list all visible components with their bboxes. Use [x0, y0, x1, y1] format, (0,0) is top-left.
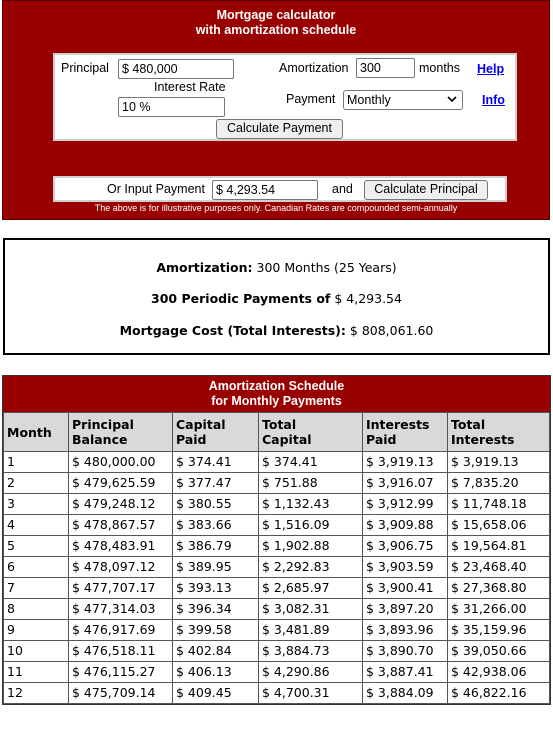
table-row — [4, 557, 550, 578]
calculator-title-line1: Mortgage calculator — [216, 8, 336, 22]
cell-total-interests: $ 39,050.66 — [448, 641, 550, 662]
payment-frequency-value: Monthly — [347, 93, 391, 107]
table-row — [4, 494, 550, 515]
cell-capital-paid: $ 399.58 — [173, 620, 259, 641]
cell-principal-balance: $ 475,709.14 — [69, 683, 173, 704]
cell-total-interests: $ 31,266.00 — [448, 599, 550, 620]
schedule-table — [3, 412, 550, 704]
cell-principal-balance: $ 478,867.57 — [69, 515, 173, 536]
header-principal-balance: Principal Balance — [69, 413, 173, 452]
result-amortization-value: 300 Months (25 Years) — [256, 260, 397, 275]
cell-interests-paid: $ 3,909.88 — [363, 515, 448, 536]
cell-capital-paid: $ 396.34 — [173, 599, 259, 620]
cell-month: 9 — [4, 620, 69, 641]
cell-total-interests: $ 46,822.16 — [448, 683, 550, 704]
cell-total-interests: $ 23,468.40 — [448, 557, 550, 578]
cell-principal-balance: $ 479,248.12 — [69, 494, 173, 515]
calculate-payment-button[interactable]: Calculate Payment — [216, 119, 343, 139]
table-row — [4, 620, 550, 641]
cell-principal-balance: $ 476,518.11 — [69, 641, 173, 662]
calculator-title-line2: with amortization schedule — [195, 23, 357, 37]
cell-total-interests: $ 3,919.13 — [448, 452, 550, 473]
cell-capital-paid: $ 406.13 — [173, 662, 259, 683]
principal-input[interactable]: $ 480,000 — [118, 59, 234, 79]
cell-capital-paid: $ 374.41 — [173, 452, 259, 473]
cell-total-capital: $ 1,132.43 — [259, 494, 363, 515]
cell-total-capital: $ 374.41 — [259, 452, 363, 473]
interest-rate-label: Interest Rate — [154, 80, 226, 94]
cell-total-interests: $ 15,658.06 — [448, 515, 550, 536]
calculator-title — [3, 8, 549, 38]
payment-label: Payment — [286, 92, 336, 106]
schedule-title-line1: Amortization Schedule — [208, 379, 345, 393]
cell-principal-balance: $ 477,707.17 — [69, 578, 173, 599]
cell-month: 11 — [4, 662, 69, 683]
cell-total-capital: $ 751.88 — [259, 473, 363, 494]
cell-interests-paid: $ 3,900.41 — [363, 578, 448, 599]
result-payments — [5, 291, 548, 306]
cell-total-capital: $ 2,685.97 — [259, 578, 363, 599]
table-row — [4, 473, 550, 494]
cell-principal-balance: $ 480,000.00 — [69, 452, 173, 473]
and-label: and — [332, 182, 353, 196]
schedule-title-line2: for Monthly Payments — [211, 394, 342, 408]
cell-total-capital: $ 4,700.31 — [259, 683, 363, 704]
cell-interests-paid: $ 3,903.59 — [363, 557, 448, 578]
cell-principal-balance: $ 477,314.03 — [69, 599, 173, 620]
result-amortization — [5, 260, 548, 275]
results-box — [3, 238, 550, 355]
calculate-principal-button[interactable]: Calculate Principal — [364, 180, 488, 200]
result-cost-value: $ 808,061.60 — [349, 323, 434, 338]
cell-interests-paid: $ 3,890.70 — [363, 641, 448, 662]
cell-total-capital: $ 4,290.86 — [259, 662, 363, 683]
calculator-inputs — [53, 53, 517, 141]
cell-total-capital: $ 3,082.31 — [259, 599, 363, 620]
months-label: months — [419, 61, 460, 75]
cell-month: 4 — [4, 515, 69, 536]
payment-frequency-select[interactable] — [343, 90, 463, 110]
schedule-body — [4, 452, 550, 704]
interest-rate-input[interactable]: 10 % — [118, 97, 225, 117]
input-payment-field[interactable]: $ 4,293.54 — [212, 180, 318, 200]
amortization-input[interactable]: 300 — [356, 58, 415, 78]
table-row — [4, 536, 550, 557]
table-row — [4, 515, 550, 536]
cell-total-capital: $ 3,884.73 — [259, 641, 363, 662]
cell-principal-balance: $ 476,917.69 — [69, 620, 173, 641]
input-payment-row — [53, 176, 507, 202]
cell-interests-paid: $ 3,893.96 — [363, 620, 448, 641]
result-payments-value: $ 4,293.54 — [334, 291, 402, 306]
table-row — [4, 662, 550, 683]
cell-interests-paid: $ 3,897.20 — [363, 599, 448, 620]
table-row — [4, 683, 550, 704]
cell-interests-paid: $ 3,906.75 — [363, 536, 448, 557]
disclaimer-text: The above is for illustrative purposes only. Canadian Rates are compounded semi-annually — [94, 203, 458, 213]
cell-capital-paid: $ 383.66 — [173, 515, 259, 536]
cell-total-interests: $ 27,368.80 — [448, 578, 550, 599]
cell-principal-balance: $ 478,483.91 — [69, 536, 173, 557]
cell-principal-balance: $ 478,097.12 — [69, 557, 173, 578]
header-capital-paid: Capital Paid — [173, 413, 259, 452]
cell-capital-paid: $ 386.79 — [173, 536, 259, 557]
calculator-panel — [2, 0, 550, 220]
cell-capital-paid: $ 409.45 — [173, 683, 259, 704]
cell-total-capital: $ 1,902.88 — [259, 536, 363, 557]
table-row — [4, 578, 550, 599]
info-link[interactable]: Info — [482, 93, 505, 107]
result-cost-label: Mortgage Cost (Total Interests): — [119, 323, 346, 338]
cell-interests-paid: $ 3,916.07 — [363, 473, 448, 494]
principal-label: Principal — [61, 61, 109, 75]
cell-month: 2 — [4, 473, 69, 494]
cell-capital-paid: $ 402.84 — [173, 641, 259, 662]
help-link[interactable]: Help — [477, 62, 505, 76]
header-interests-paid: Interests Paid — [363, 413, 448, 452]
cell-month: 10 — [4, 641, 69, 662]
input-payment-label: Or Input Payment — [107, 182, 205, 196]
cell-month: 8 — [4, 599, 69, 620]
result-payments-label: 300 Periodic Payments of — [151, 291, 331, 306]
cell-total-capital: $ 3,481.89 — [259, 620, 363, 641]
cell-interests-paid: $ 3,887.41 — [363, 662, 448, 683]
cell-capital-paid: $ 393.13 — [173, 578, 259, 599]
cell-interests-paid: $ 3,884.09 — [363, 683, 448, 704]
cell-total-capital: $ 1,516.09 — [259, 515, 363, 536]
cell-month: 5 — [4, 536, 69, 557]
cell-month: 3 — [4, 494, 69, 515]
cell-total-interests: $ 7,835.20 — [448, 473, 550, 494]
cell-principal-balance: $ 479,625.59 — [69, 473, 173, 494]
cell-principal-balance: $ 476,115.27 — [69, 662, 173, 683]
amortization-schedule — [2, 375, 551, 705]
cell-total-interests: $ 11,748.18 — [448, 494, 550, 515]
cell-total-interests: $ 42,938.06 — [448, 662, 550, 683]
cell-month: 6 — [4, 557, 69, 578]
cell-interests-paid: $ 3,919.13 — [363, 452, 448, 473]
schedule-title — [3, 376, 550, 412]
cell-month: 7 — [4, 578, 69, 599]
table-row — [4, 452, 550, 473]
cell-month: 1 — [4, 452, 69, 473]
table-row — [4, 641, 550, 662]
header-total-capital: Total Capital — [259, 413, 363, 452]
result-amortization-label: Amortization: — [156, 260, 253, 275]
result-cost — [5, 323, 548, 338]
cell-capital-paid: $ 389.95 — [173, 557, 259, 578]
chevron-down-icon — [446, 93, 458, 105]
table-row — [4, 599, 550, 620]
header-month: Month — [4, 413, 69, 452]
amortization-label: Amortization — [279, 61, 349, 75]
cell-month: 12 — [4, 683, 69, 704]
schedule-header-row — [4, 413, 550, 452]
cell-capital-paid: $ 380.55 — [173, 494, 259, 515]
cell-total-capital: $ 2,292.83 — [259, 557, 363, 578]
cell-interests-paid: $ 3,912.99 — [363, 494, 448, 515]
header-total-interests: Total Interests — [448, 413, 550, 452]
cell-capital-paid: $ 377.47 — [173, 473, 259, 494]
cell-total-interests: $ 35,159.96 — [448, 620, 550, 641]
cell-total-interests: $ 19,564.81 — [448, 536, 550, 557]
